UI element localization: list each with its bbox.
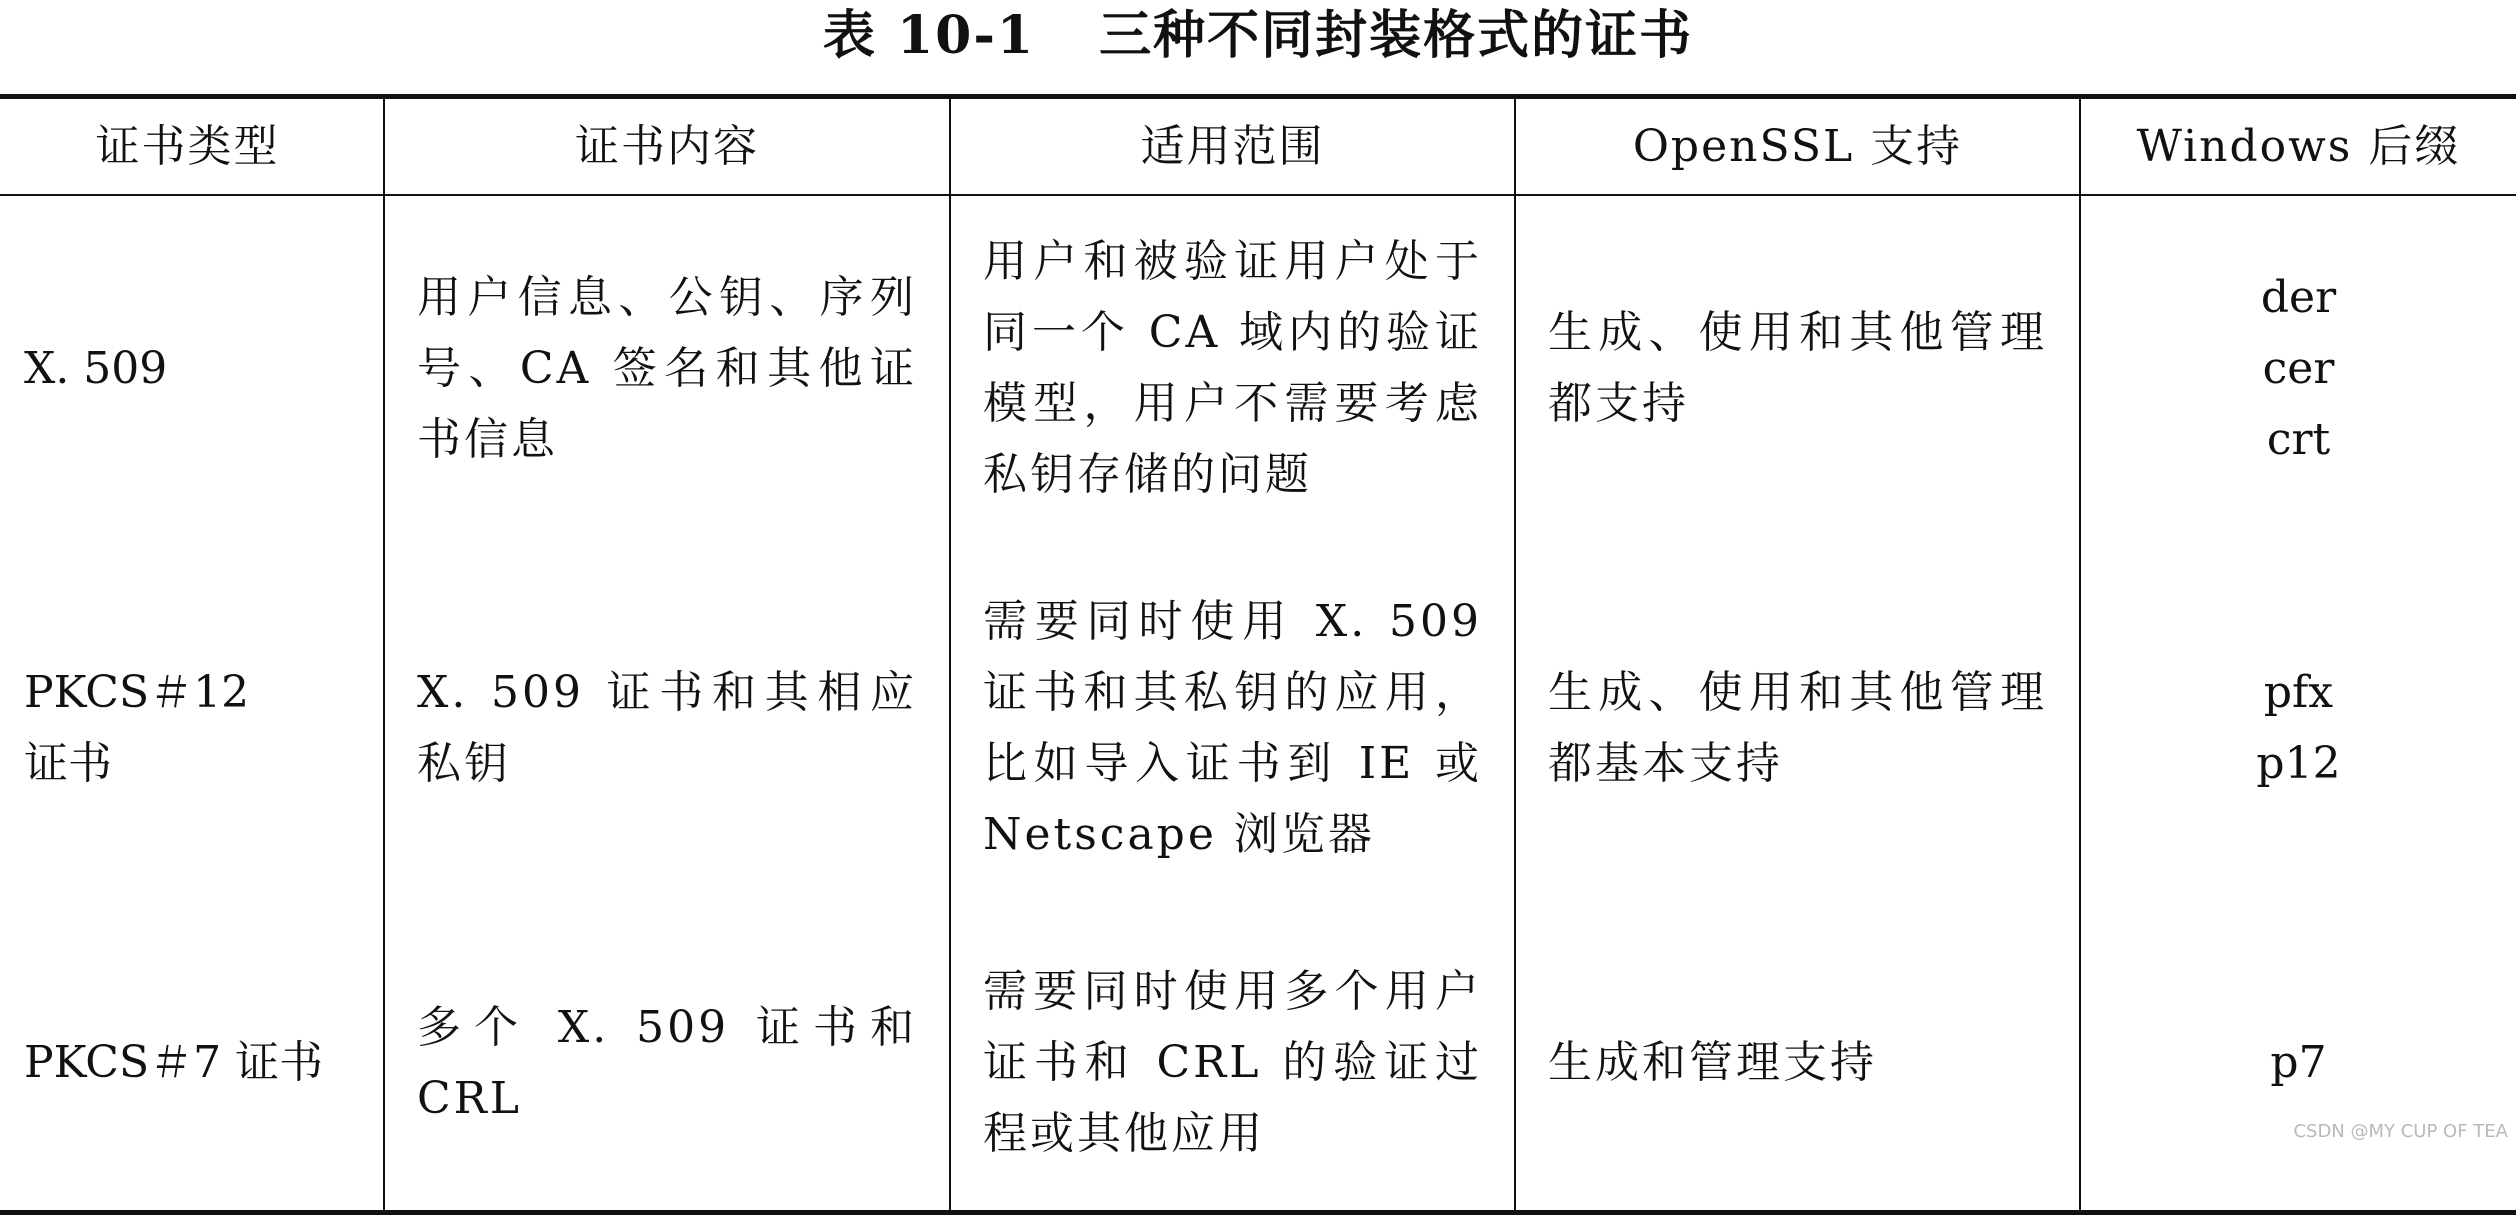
header-scope: 适用范围 <box>950 97 1515 195</box>
suffix-item: p7 <box>2270 1037 2327 1089</box>
cell-scope: 需要同时使用 X. 509 证书和其私钥的应用，比如导入证书到 IE 或 Netscape 浏览器 <box>950 541 1515 916</box>
table-title: 三种不同封装格式的证书 <box>1099 5 1694 66</box>
cell-cert-content: 多个 X. 509 证书和 CRL <box>384 916 950 1213</box>
cert-type-line: PKCS＃7 证书 <box>24 1037 324 1089</box>
header-openssl-support: OpenSSL 支持 <box>1515 97 2080 195</box>
cell-windows-suffix <box>2080 541 2516 916</box>
cell-cert-content: 用户信息、公钥、序列号、CA 签名和其他证书信息 <box>384 195 950 541</box>
header-cert-content: 证书内容 <box>384 97 950 195</box>
cell-cert-type <box>0 195 384 541</box>
suffix-item: der <box>2260 271 2337 323</box>
table-row <box>0 916 2516 1213</box>
cell-windows-suffix <box>2080 916 2516 1213</box>
header-row <box>0 97 2516 195</box>
table-number: 表 10-1 <box>822 5 1036 66</box>
cert-type-line: 证书 <box>24 738 112 789</box>
table-caption <box>0 0 2516 92</box>
header-windows-suffix: Windows 后缀 <box>2080 97 2516 195</box>
suffix-item: pfx <box>2263 667 2334 718</box>
cell-openssl-support: 生成、使用和其他管理都支持 <box>1515 195 2080 541</box>
suffix-item: p12 <box>2256 738 2341 789</box>
suffix-item: cer <box>2262 342 2335 394</box>
cell-openssl-support: 生成和管理支持 <box>1515 916 2080 1213</box>
cell-windows-suffix <box>2080 195 2516 541</box>
header-cert-type: 证书类型 <box>0 97 384 195</box>
cert-type-line: X. 509 <box>24 342 168 394</box>
cell-cert-type <box>0 916 384 1213</box>
table-row <box>0 195 2516 541</box>
cell-cert-content: X. 509 证书和其相应私钥 <box>384 541 950 916</box>
cell-cert-type <box>0 541 384 916</box>
suffix-item: crt <box>2266 413 2331 465</box>
certificate-format-table <box>0 94 2516 1215</box>
cell-scope: 用户和被验证用户处于同一个 CA 域内的验证模型，用户不需要考虑私钥存储的问题 <box>950 195 1515 541</box>
cell-scope: 需要同时使用多个用户证书和 CRL 的验证过程或其他应用 <box>950 916 1515 1213</box>
table-row <box>0 541 2516 916</box>
cell-openssl-support: 生成、使用和其他管理都基本支持 <box>1515 541 2080 916</box>
cert-type-line: PKCS＃12 <box>24 667 250 718</box>
watermark: CSDN @MY CUP OF TEA <box>2293 1121 2508 1142</box>
